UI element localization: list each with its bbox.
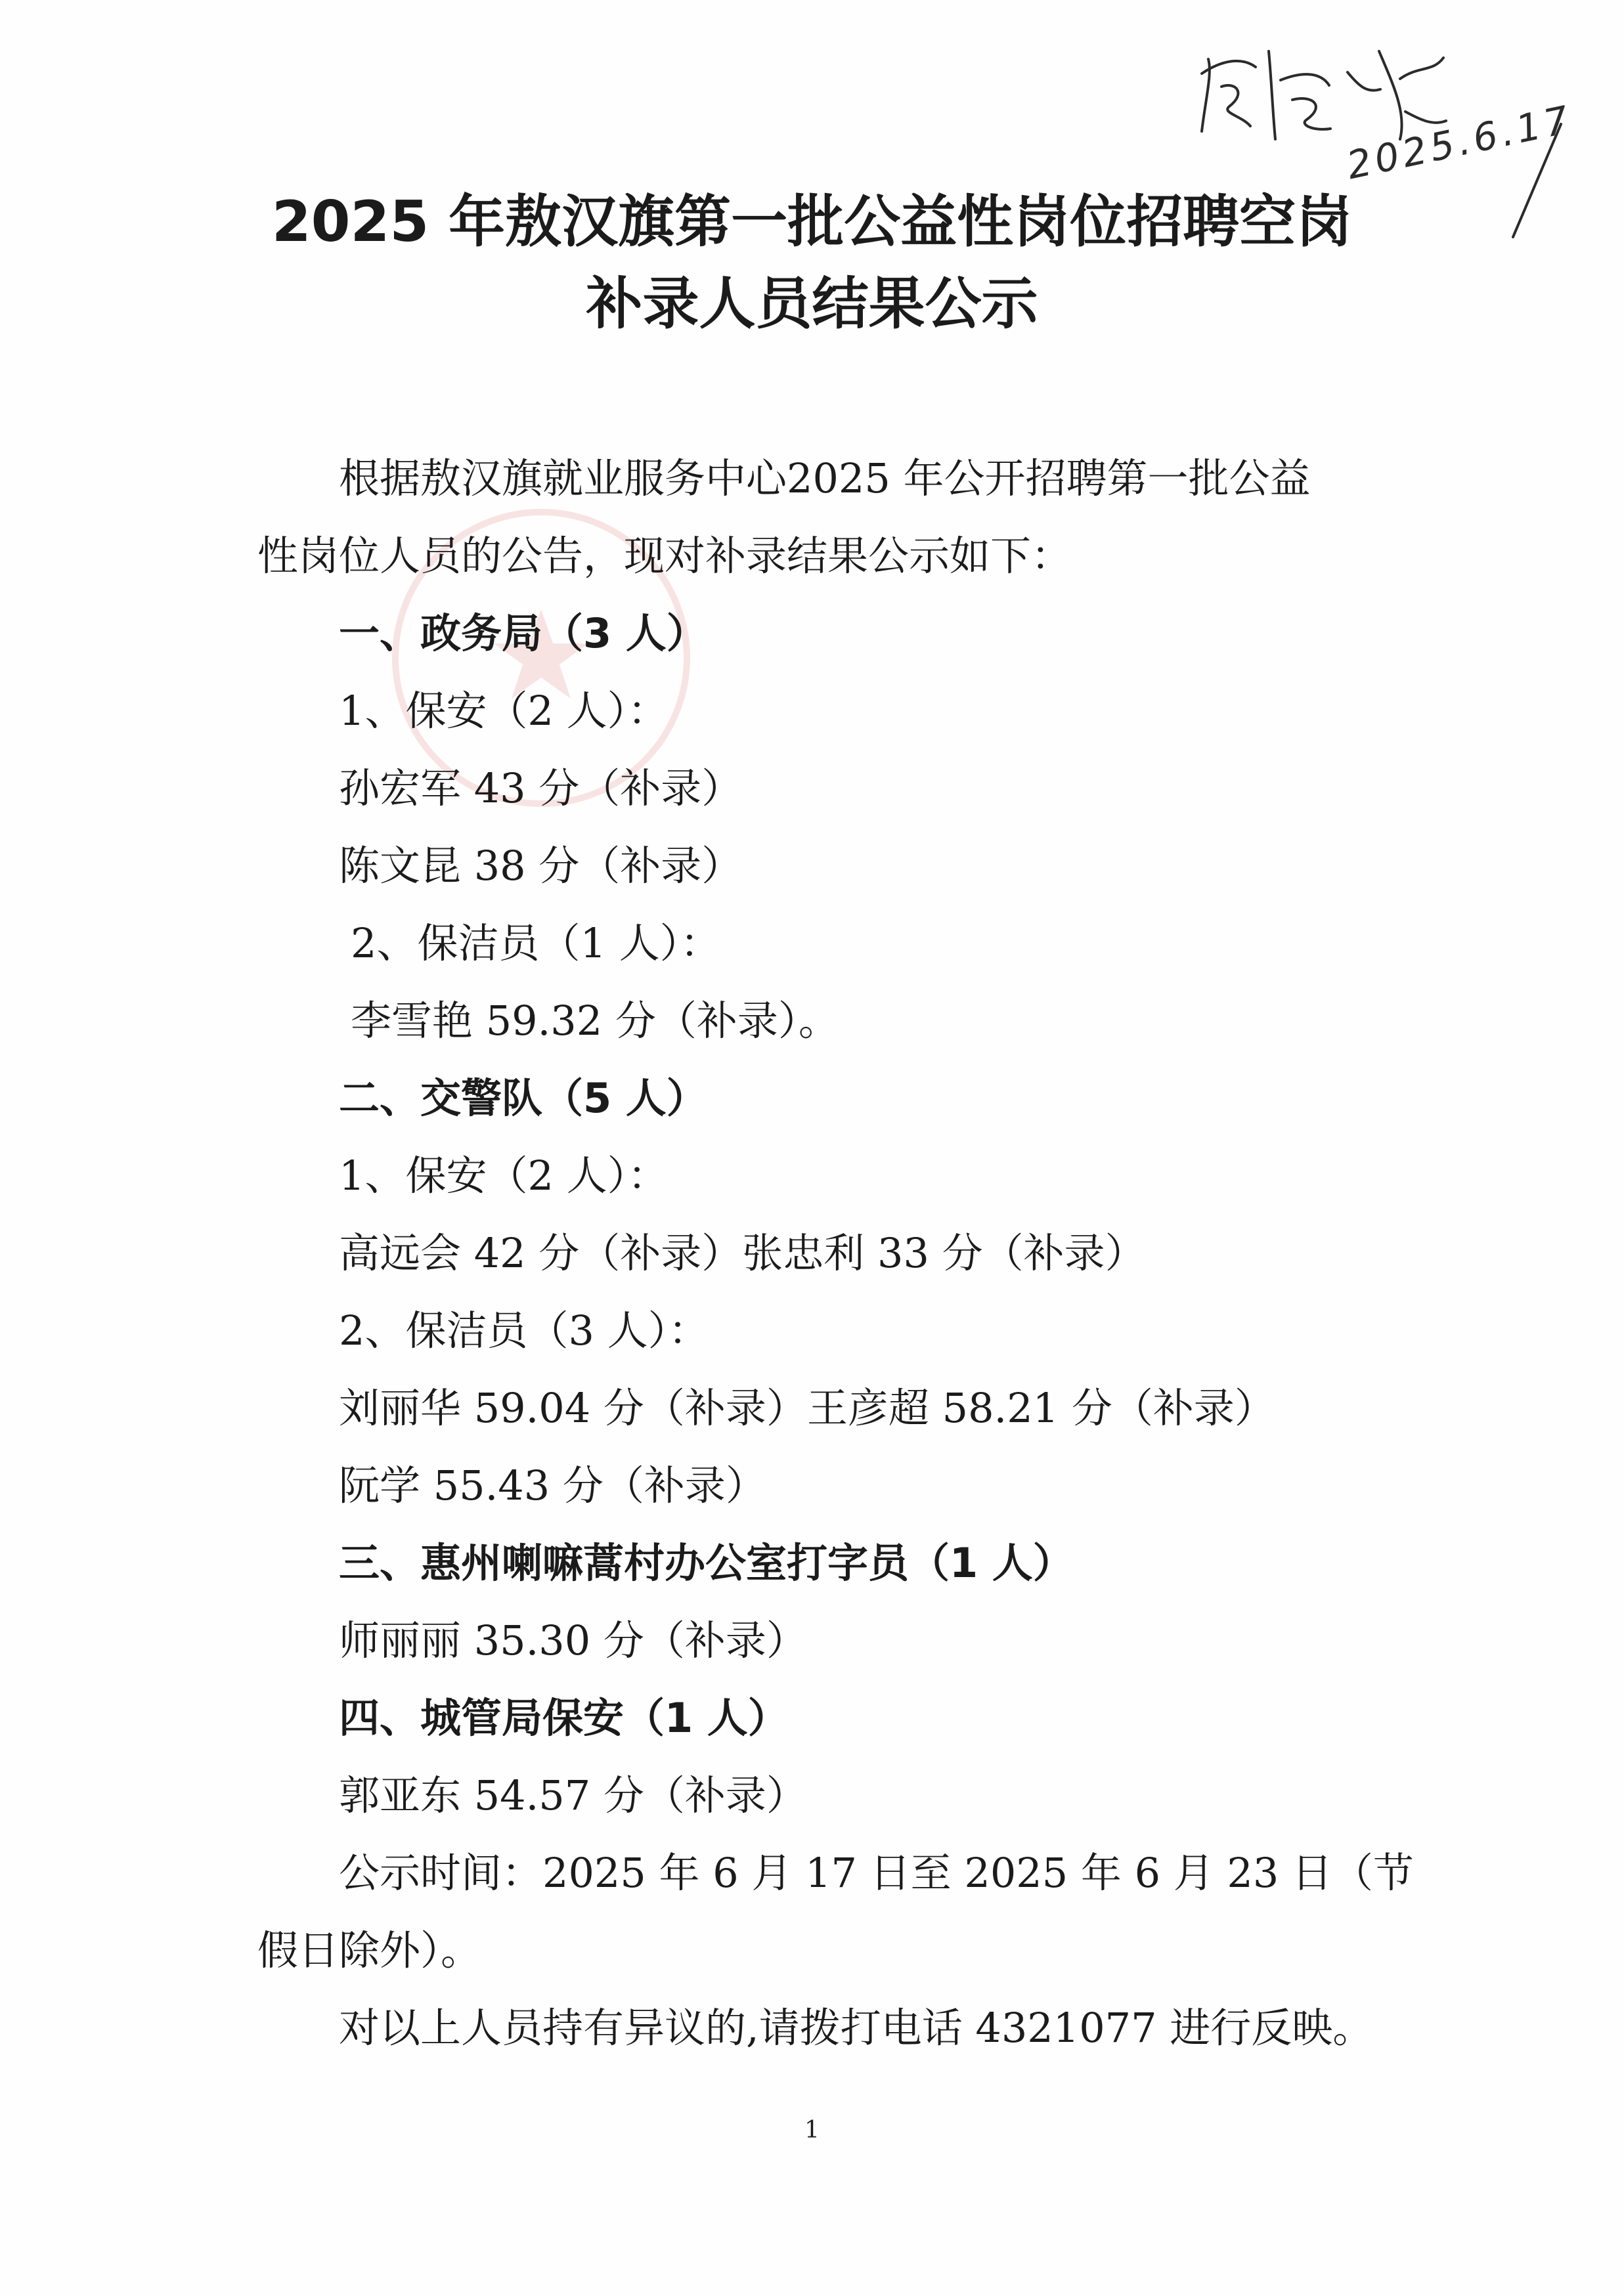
section-heading: 二、交警队（5 人） xyxy=(339,1074,707,1122)
result-entry: 陈文昆 38 分（补录） xyxy=(339,842,743,890)
page-number: 1 xyxy=(804,2117,820,2144)
result-entry: 郭亚东 54.57 分（补录） xyxy=(339,1771,807,1819)
document-title xyxy=(0,181,1624,345)
notice-period-line: 假日除外）。 xyxy=(257,1926,482,1974)
notice-body xyxy=(257,440,1505,2067)
objection-contact-line: 对以上人员持有异议的,请拨打电话 4321077 进行反映。 xyxy=(339,2004,1374,2052)
intro-line: 性岗位人员的公告，现对补录结果公示如下： xyxy=(257,532,1072,580)
result-entry: 孙宏军 43 分（补录） xyxy=(339,764,743,812)
position-label: 1、保安（2 人）： xyxy=(339,1152,669,1200)
position-label: 1、保安（2 人）： xyxy=(339,687,669,735)
result-entry: 李雪艳 59.32 分（补录）。 xyxy=(351,997,839,1045)
title-line: 2025 年敖汉旗第一批公益性岗位招聘空岗 xyxy=(271,189,1353,255)
result-entry: 师丽丽 35.30 分（补录） xyxy=(339,1616,807,1664)
title-line: 补录人员结果公示 xyxy=(586,271,1038,337)
result-entry: 高远会 42 分（补录）张忠利 33 分（补录） xyxy=(339,1229,1146,1277)
section-heading: 一、政务局（3 人） xyxy=(339,609,707,657)
result-entry: 刘丽华 59.04 分（补录）王彦超 58.21 分（补录） xyxy=(339,1384,1275,1432)
section-heading: 三、惠州喇嘛蒿村办公室打字员（1 人） xyxy=(339,1539,1074,1587)
section-heading: 四、城管局保安（1 人） xyxy=(339,1694,789,1742)
position-label: 2、保洁员（1 人）： xyxy=(351,919,721,967)
position-label: 2、保洁员（3 人）： xyxy=(339,1307,709,1354)
signature-date: 2025.6.17 xyxy=(1342,97,1577,188)
intro-line: 根据敖汉旗就业服务中心2025 年公开招聘第一批公益 xyxy=(339,454,1311,502)
notice-period-line: 公示时间：2025 年 6 月 17 日至 2025 年 6 月 23 日（节 xyxy=(339,1849,1415,1897)
result-entry: 阮学 55.43 分（补录） xyxy=(339,1462,766,1509)
